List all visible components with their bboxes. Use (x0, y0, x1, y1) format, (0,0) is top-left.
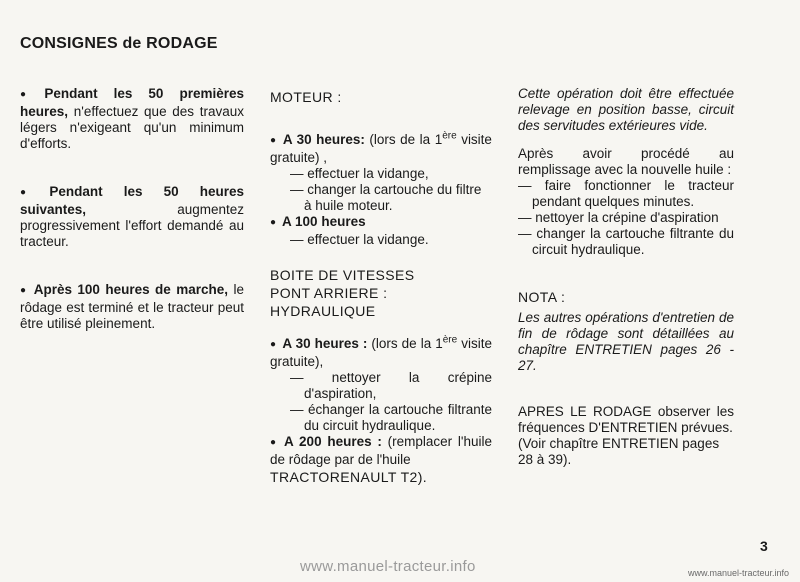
instruction-first-50-hours (20, 86, 244, 152)
moteur-30h-item: — changer la cartouche du filtre à huile moteur. (290, 182, 482, 213)
after-rodage-reference: (Voir chapître ENTRETIEN pages 28 à 39). (518, 436, 720, 467)
boite-200h-text: (remplacer l'huile de rôdage par de l'huile (270, 434, 492, 467)
moteur-30h (270, 132, 492, 166)
watermark-corner: www.manuel-tracteur.info (688, 568, 790, 578)
watermark-center: www.manuel-tracteur.info (300, 558, 476, 575)
boite-200h (270, 434, 492, 468)
instruction-next-50-hours (20, 184, 244, 250)
moteur-30h-text: (lors de la 1 (369, 132, 443, 147)
boite-30h (270, 336, 492, 370)
bullet-bold-label: ● A 30 heures : (270, 336, 367, 351)
bullet-bold-label: ● Après 100 heures de marche, (20, 282, 228, 297)
page-number: 3 (760, 538, 768, 554)
instruction-after-100-hours (20, 282, 244, 332)
moteur-100h-item: — effectuer la vidange. (290, 232, 429, 247)
column-left (20, 86, 244, 364)
refill-item: — nettoyer la crépine d'aspiration (518, 210, 719, 225)
operation-note: Cette opération doit être effectuée relevage en position basse, circuit des servitudes extérieures vide. (518, 86, 734, 133)
boite-heading-2: PONT ARRIERE : (270, 285, 388, 301)
moteur-heading: MOTEUR : (270, 89, 342, 105)
boite-30h-item: — échanger la cartouche filtrante du circuit hydraulique. (290, 402, 492, 433)
boite-200h-product: TRACTORENAULT T2). (270, 469, 428, 485)
boite-30h-text: (lors de la 1 (371, 336, 443, 351)
superscript: ère (442, 334, 458, 346)
bullet-bold-label: ● A 100 heures (270, 214, 366, 229)
column-right (518, 86, 734, 468)
boite-30h-text-2: visite gratuite), (270, 336, 492, 369)
refill-item: — changer la cartouche filtrante du circuit hydraulique. (518, 226, 734, 257)
moteur-30h-item: — effectuer la vidange, (290, 166, 429, 181)
boite-30h-item: — nettoyer la crépine d'aspiration, (290, 370, 492, 401)
boite-heading-1: BOITE DE VITESSES (270, 267, 415, 283)
column-middle (270, 88, 492, 486)
instruction-text: augmentez progressivement l'effort demandé au tracteur. (20, 202, 244, 249)
bullet-bold-label: ● A 30 heures: (270, 132, 365, 147)
refill-item: — faire fonctionner le tracteur pendant quelques minutes. (518, 178, 734, 209)
moteur-100h (270, 214, 492, 232)
nota-heading: NOTA : (518, 289, 566, 305)
after-rodage-text: APRES LE RODAGE observer les fréquences D'ENTRETIEN prévues. (518, 404, 734, 435)
moteur-30h-text-2: visite gratuite) , (270, 132, 492, 165)
refill-text: Après avoir procédé au remplissage avec la nouvelle huile : (518, 146, 734, 177)
boite-heading-3: HYDRAULIQUE (270, 303, 376, 319)
instruction-text: le rôdage est terminé et le tracteur peut être utilisé pleinement. (20, 282, 244, 331)
superscript: ère (442, 130, 457, 142)
bullet-bold-label: ● A 200 heures : (270, 434, 382, 449)
nota-text: Les autres opérations d'entretien de fin de rôdage sont détaillées au chapître ENTRETIEN pages 26 - 27. (518, 310, 734, 373)
page-title: CONSIGNES de RODAGE (20, 35, 218, 52)
bullet-bold-label: ● Pendant les 50 heures suivantes, (20, 184, 244, 217)
instruction-text: n'effectuez que des travaux légers n'exigeant qu'un minimum d'efforts. (20, 104, 244, 151)
bullet-bold-label: ● Pendant les 50 premières heures, (20, 86, 244, 119)
